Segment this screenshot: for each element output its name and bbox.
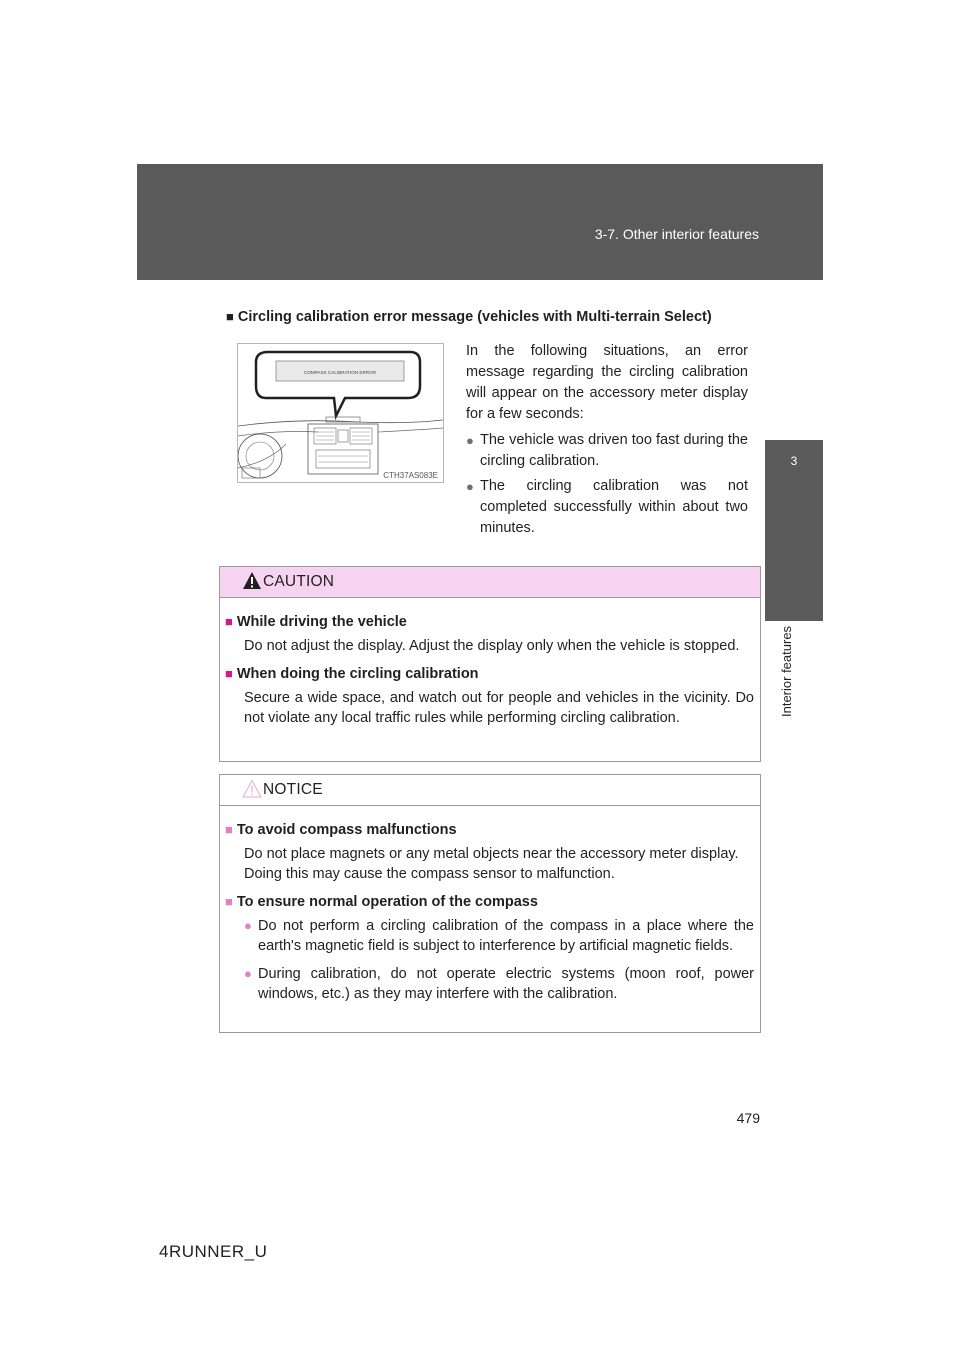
bullet-text: The vehicle was driven too fast during the circling calibration. bbox=[480, 432, 748, 469]
footer-code: 4RUNNER_U bbox=[159, 1242, 268, 1261]
notice-subheading-text: To avoid compass malfunctions bbox=[236, 822, 457, 838]
caution-subheading bbox=[225, 664, 754, 684]
caution-subheading-text: When doing the circling calibration bbox=[236, 666, 479, 682]
notice-text: Doing this may cause the compass sensor to malfunction. bbox=[244, 866, 615, 882]
notice-header bbox=[220, 775, 760, 806]
dashboard-drawing bbox=[238, 344, 443, 482]
square-bullet-icon: ■ bbox=[225, 666, 233, 681]
caution-subheading bbox=[225, 612, 754, 632]
square-bullet-icon: ■ bbox=[225, 894, 233, 909]
notice-subheading-text: To ensure normal operation of the compass bbox=[236, 894, 538, 910]
bullet-icon: ● bbox=[244, 966, 252, 981]
chapter-label: Interior features bbox=[779, 626, 794, 718]
caution-subheading-text: While driving the vehicle bbox=[236, 614, 407, 630]
notice-text: Do not place magnets or any metal objects near the accessory meter display. bbox=[244, 846, 739, 862]
section-heading-text: Circling calibration error message (vehicles with Multi-terrain Select) bbox=[237, 309, 712, 325]
bullet-text: Do not perform a circling calibration of the compass in a place where the earth's magnetic field is subject to interference by artificial magnetic fields. bbox=[258, 918, 754, 954]
caution-text: Do not adjust the display. Adjust the display only when the vehicle is stopped. bbox=[244, 638, 740, 654]
page-number: 479 bbox=[736, 1110, 760, 1126]
bullet-text: During calibration, do not operate electric systems (moon roof, power windows, etc.) as they may interfere with the calibration. bbox=[258, 966, 754, 1002]
list-item bbox=[244, 964, 754, 1004]
bullet-icon: ● bbox=[244, 918, 252, 933]
chapter-number: 3 bbox=[790, 454, 798, 468]
caution-box bbox=[219, 566, 761, 762]
list-item bbox=[466, 476, 748, 539]
bullet-icon: ● bbox=[466, 433, 474, 448]
dashboard-illustration bbox=[237, 343, 444, 483]
section-title: 3-7. Other interior features bbox=[594, 226, 759, 242]
bullet-icon: ● bbox=[466, 479, 474, 494]
square-bullet-icon: ■ bbox=[226, 309, 234, 324]
chapter-tab bbox=[765, 440, 823, 621]
notice-triangle-icon bbox=[242, 779, 262, 798]
square-bullet-icon: ■ bbox=[225, 614, 233, 629]
caution-title: CAUTION bbox=[263, 573, 335, 590]
notice-box bbox=[219, 774, 761, 1033]
warning-triangle-icon bbox=[242, 571, 262, 590]
caution-header bbox=[220, 567, 760, 598]
display-message: COMPASS CALIBRATION ERROR bbox=[303, 370, 377, 375]
intro-text-block bbox=[466, 341, 748, 543]
intro-paragraph: In the following situations, an error message regarding the circling calibration will appear on the accessory meter display for a few seconds: bbox=[466, 343, 748, 422]
figure-code: CTH37AS083E bbox=[383, 471, 438, 480]
notice-title: NOTICE bbox=[263, 781, 323, 798]
notice-subheading bbox=[225, 892, 754, 912]
caution-body bbox=[220, 598, 760, 728]
bullet-text: The circling calibration was not completed successfully within about two minutes. bbox=[480, 478, 748, 536]
header-band bbox=[137, 164, 823, 280]
square-bullet-icon: ■ bbox=[225, 822, 233, 837]
notice-subheading bbox=[225, 820, 754, 840]
section-heading bbox=[226, 309, 712, 325]
caution-text: Secure a wide space, and watch out for people and vehicles in the vicinity. Do not violate any local traffic rules while performing circling calibration. bbox=[244, 690, 754, 726]
list-item bbox=[244, 916, 754, 956]
notice-body bbox=[220, 806, 760, 1004]
list-item bbox=[466, 430, 748, 472]
